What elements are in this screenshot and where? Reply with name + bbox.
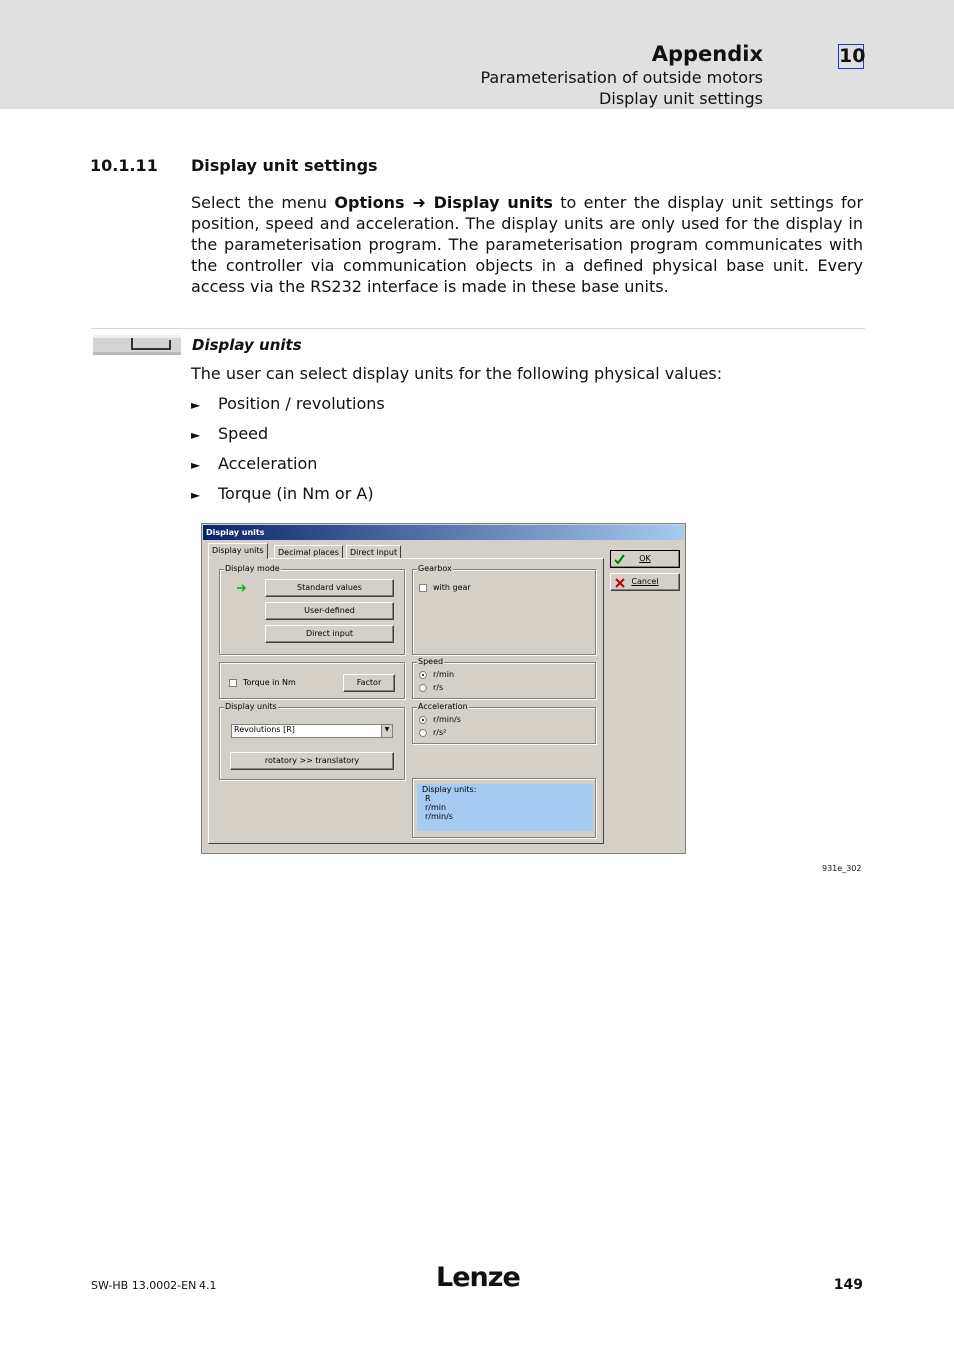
bullet-item: ► Acceleration [191,454,318,473]
menu-options: Options [334,193,405,212]
cancel-button[interactable]: Cancel [610,573,680,591]
doc-version: 4.1 [199,1279,217,1292]
display-units-summary: Display units: R r/min r/min/s [417,784,593,831]
tab-panel [208,558,604,844]
rotatory-translatory-button[interactable]: rotatory >> translatory [230,752,394,770]
display-units-group: Display units Revolutions [R] ▼ rotatory >> translatory [219,707,405,780]
accel-rmins-label: r/min/s [433,715,461,724]
bullet-item: ► Position / revolutions [191,394,385,413]
bullet-item: ► Torque (in Nm or A) [191,484,374,503]
green-arrow-icon [236,584,248,592]
summary-line: r/min/s [425,812,453,821]
chevron-down-icon[interactable]: ▼ [381,725,392,737]
tab-display-units[interactable]: Display units [208,543,268,559]
close-icon [615,578,625,588]
bullet-arrow-icon: ► [191,428,201,442]
note-icon [93,335,181,355]
summary-line: R [425,794,431,803]
accel-rs2-label: r/s² [433,728,447,737]
summary-line: r/min [425,803,447,812]
section-title: Display unit settings [191,156,378,175]
section-paragraph: Select the menu Options ➜ Display units to enter the display unit settings for position, speed and acceleration. The display units are only used for the display in the parameterisation program. The parameterisation program communicates with the controller via communication objects in a defined physical base unit. Every access via the RS232 interface is made in these base units. [191,193,864,296]
bullet-arrow-icon: ► [191,488,201,502]
torque-nm-label: Torque in Nm [243,678,296,687]
note-intro: The user can select display units for the following physical values: [191,364,723,383]
divider [91,328,865,329]
info-group [412,778,596,838]
dialog-titlebar: Display units [203,525,684,540]
direct-input-button[interactable]: Direct input [265,625,394,643]
ok-button[interactable]: OK [610,550,680,568]
figure-id: 931e_302 [822,864,862,873]
header-subsection: Display unit settings [599,89,763,108]
lenze-logo: Lenze [436,1262,520,1293]
page-number: 149 [833,1277,863,1293]
note-title: Display units [192,336,302,354]
doc-number: SW-HB 13.0002-EN [91,1279,197,1292]
bullet-arrow-icon: ► [191,458,201,472]
torque-nm-checkbox[interactable] [229,679,237,687]
tab-decimal-places[interactable]: Decimal places [274,545,343,559]
section-number: 10.1.11 [90,156,158,175]
speed-rmin-label: r/min [433,670,455,679]
check-icon [614,554,625,565]
display-units-dialog [201,523,686,854]
menu-display-units: Display units [433,193,553,212]
speed-rs-radio[interactable] [419,684,427,692]
accel-rs2-radio[interactable] [419,729,427,737]
standard-values-button[interactable]: Standard values [265,579,394,597]
speed-group: Speed r/min r/s [412,662,596,699]
gearbox-group: Gearbox with gear [412,569,596,655]
user-defined-button[interactable]: User-defined [265,602,394,620]
header-band [0,0,954,109]
with-gear-checkbox[interactable] [419,584,427,592]
accel-rmins-radio[interactable] [419,716,427,724]
with-gear-label: with gear [433,583,471,592]
chapter-title: Appendix [651,42,763,66]
chapter-number: 10 [839,45,866,67]
bullet-item: ► Speed [191,424,269,443]
factor-button[interactable]: Factor [343,674,395,692]
speed-rmin-radio[interactable] [419,671,427,679]
header-subtitle: Parameterisation of outside motors [480,68,763,87]
torque-group [219,662,405,699]
display-units-select[interactable]: Revolutions [R] ▼ [231,724,393,738]
acceleration-group: Acceleration r/min/s r/s² [412,707,596,744]
speed-rs-label: r/s [433,683,444,692]
bullet-arrow-icon: ► [191,398,201,412]
tab-direct-input[interactable]: Direct input [346,545,401,559]
display-mode-group: Display mode Standard values User-defined Direct input [219,569,405,655]
